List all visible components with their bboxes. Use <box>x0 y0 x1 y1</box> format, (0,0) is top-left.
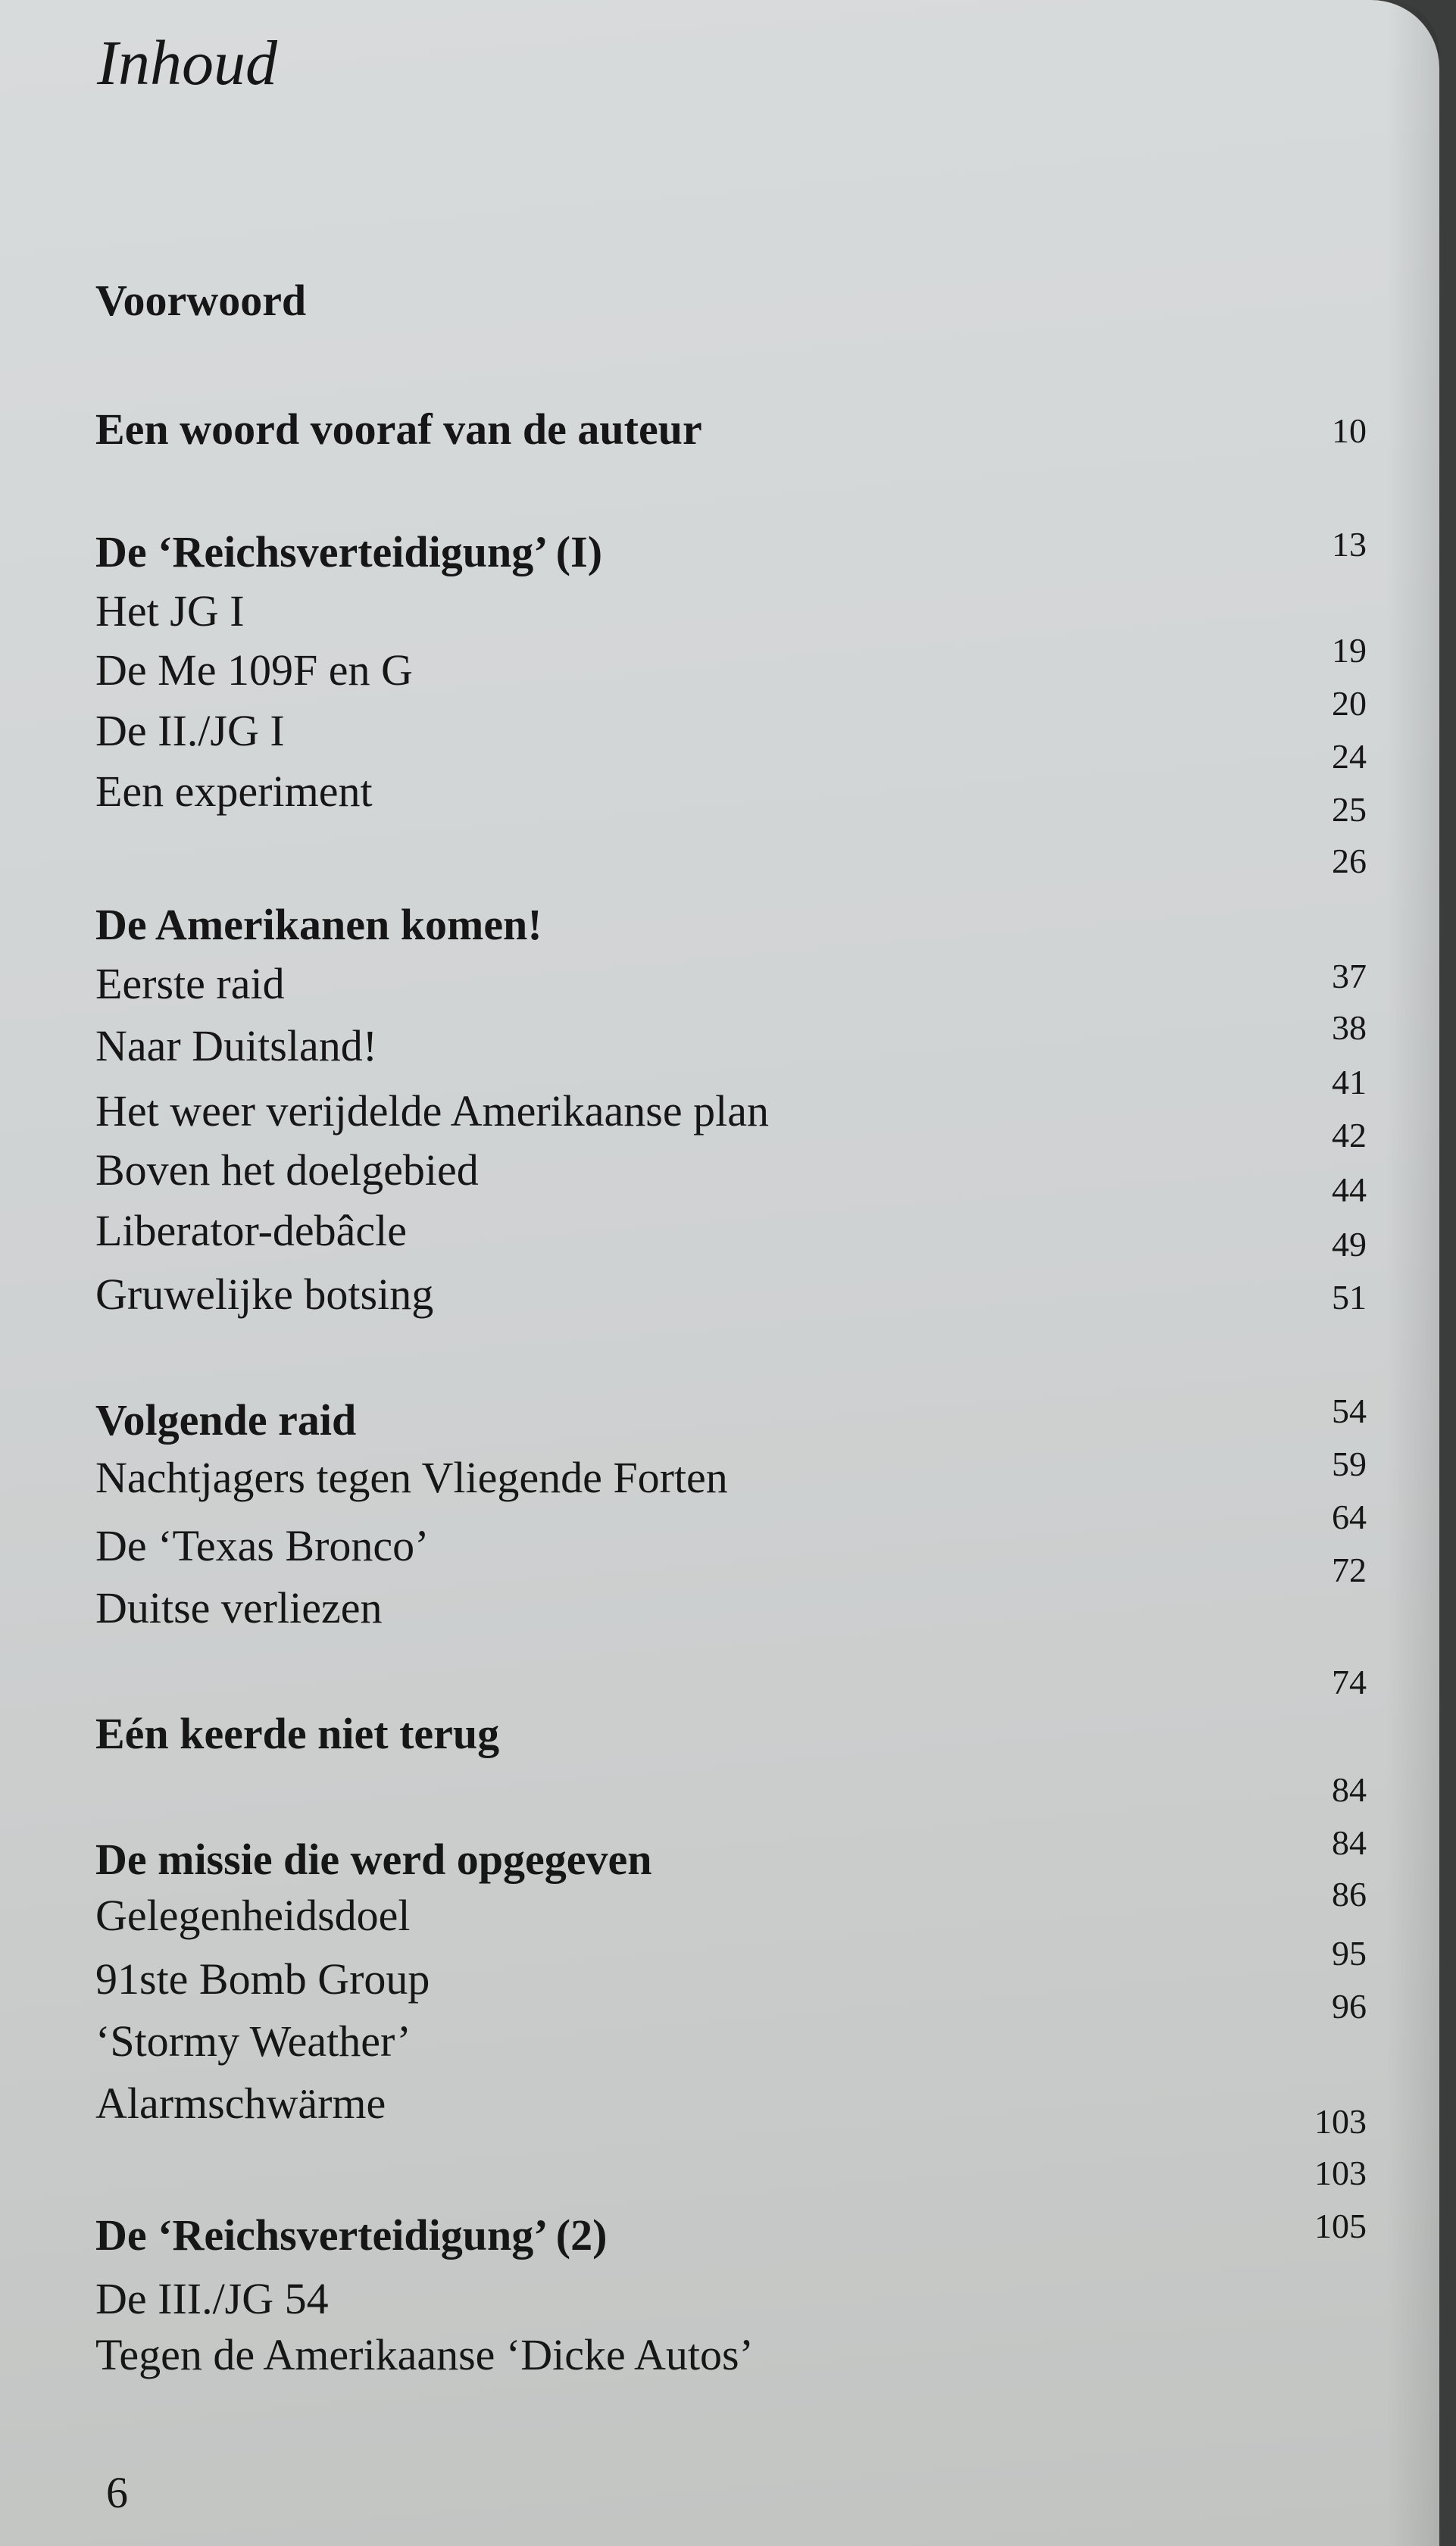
toc-entry-volgende-raid: Volgende raid <box>95 1395 357 1445</box>
toc-entry-een-keerde: Eén keerde niet terug <box>95 1709 500 1758</box>
toc-entry-amerikanen: De Amerikanen komen! <box>95 900 542 949</box>
toc-entry-me109: De Me 109F en G <box>95 645 413 695</box>
toc-page-number: 74 <box>1332 1663 1367 1701</box>
toc-entry-voorwoord: Voorwoord <box>95 276 307 325</box>
toc-page-number: 26 <box>1332 842 1367 880</box>
toc-page-number: 13 <box>1332 525 1367 564</box>
toc-page-number: 105 <box>1314 2207 1367 2245</box>
toc-page-number: 38 <box>1332 1008 1367 1047</box>
toc-heading: Inhoud <box>97 28 277 98</box>
toc-page-number: 37 <box>1332 957 1367 995</box>
toc-page-number: 20 <box>1332 684 1367 723</box>
toc-page-number: 19 <box>1332 631 1367 670</box>
toc-page-number: 51 <box>1332 1278 1367 1317</box>
toc-entry-reichsverteidigung-2: De ‘Reichsverteidigung’ (2) <box>95 2210 608 2260</box>
toc-page-number: 44 <box>1332 1170 1367 1209</box>
toc-page-number: 54 <box>1332 1392 1367 1430</box>
toc-entry-eerste-raid: Eerste raid <box>95 959 285 1008</box>
toc-page-number: 24 <box>1332 737 1367 776</box>
toc-entry-jg1: Het JG I <box>95 586 245 636</box>
toc-entry-doelgebied: Boven het doelgebied <box>95 1145 479 1195</box>
toc-entry-reichsverteidigung-1: De ‘Reichsverteidigung’ (I) <box>95 527 603 576</box>
toc-entry-dicke-autos: Tegen de Amerikaanse ‘Dicke Autos’ <box>95 2330 754 2379</box>
toc-entry-liberator: Liberator-debâcle <box>95 1206 408 1255</box>
toc-page-number: 84 <box>1332 1823 1367 1862</box>
toc-page-number: 95 <box>1332 1934 1367 1973</box>
toc-entry-iii-jg54: De III./JG 54 <box>95 2274 329 2323</box>
toc-entry-ii-jg1: De II./JG I <box>95 706 285 755</box>
toc-entry-alarmschwarme: Alarmschwärme <box>95 2079 386 2128</box>
toc-entry-stormy-weather: ‘Stormy Weather’ <box>95 2016 411 2066</box>
toc-entry-91ste: 91ste Bomb Group <box>95 1954 430 2004</box>
toc-page-number: 49 <box>1332 1225 1367 1264</box>
toc-page-number: 42 <box>1332 1116 1367 1154</box>
toc-page-number: 86 <box>1332 1875 1367 1913</box>
toc-entry-botsing: Gruwelijke botsing <box>95 1270 434 1319</box>
toc-entry-gelegenheidsdoel: Gelegenheidsdoel <box>95 1891 411 1940</box>
toc-page-number: 64 <box>1332 1498 1367 1536</box>
toc-entry-woord-vooraf: Een woord vooraf van de auteur <box>95 405 702 454</box>
toc-page-number: 72 <box>1332 1551 1367 1589</box>
toc-page-number: 103 <box>1314 2154 1367 2192</box>
toc-entry-weer: Het weer verijdelde Amerikaanse plan <box>95 1086 769 1136</box>
toc-entry-duitse-verliezen: Duitse verliezen <box>95 1583 383 1632</box>
toc-page-number: 96 <box>1332 1987 1367 2026</box>
toc-entry-texas-bronco: De ‘Texas Bronco’ <box>95 1521 430 1570</box>
toc-entry-experiment: Een experiment <box>95 767 373 816</box>
page-number: 6 <box>106 2468 128 2517</box>
toc-page-number: 103 <box>1314 2102 1367 2141</box>
toc-entry-missie: De missie die werd opgegeven <box>95 1835 652 1884</box>
toc-page-number: 10 <box>1332 411 1367 450</box>
toc-page-number: 25 <box>1332 790 1367 829</box>
toc-page-number: 59 <box>1332 1445 1367 1483</box>
toc-entry-nachtjagers: Nachtjagers tegen Vliegende Forten <box>95 1453 728 1502</box>
toc-entry-naar-duitsland: Naar Duitsland! <box>95 1021 378 1070</box>
toc-page-number: 41 <box>1332 1063 1367 1101</box>
toc-page-number: 84 <box>1332 1770 1367 1809</box>
